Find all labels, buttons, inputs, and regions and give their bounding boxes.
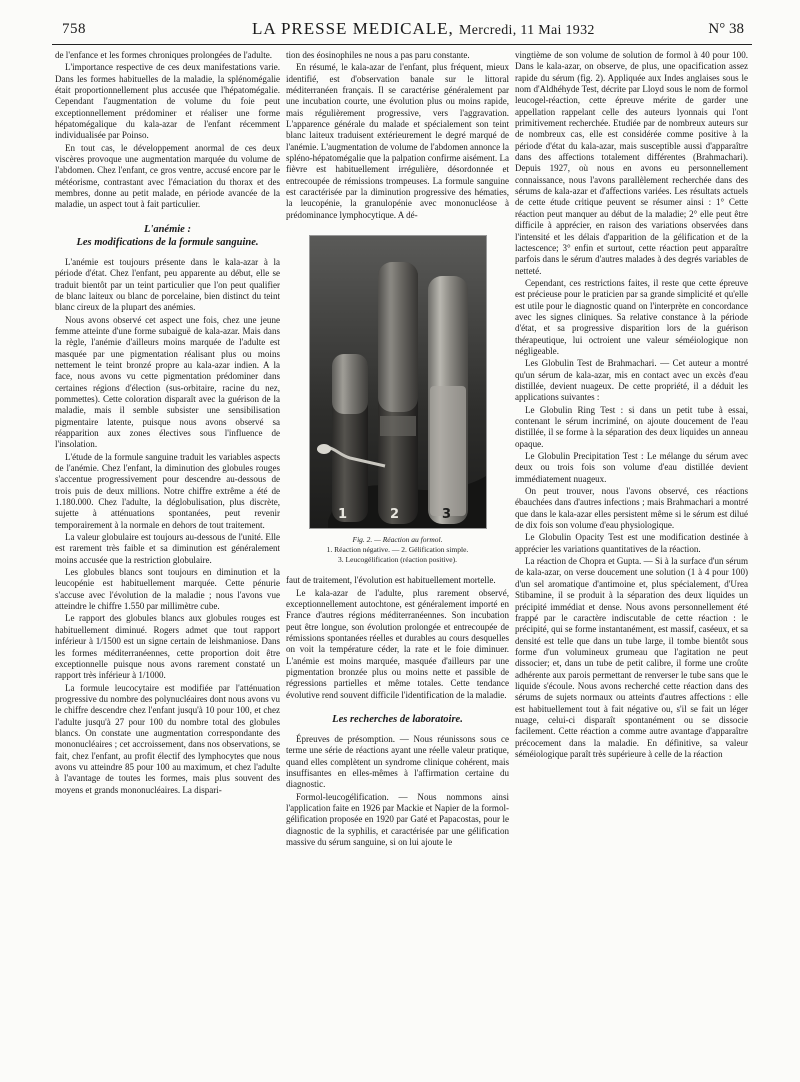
tube-label-2: 2 bbox=[389, 507, 399, 523]
paragraph: L'importance respective de ces deux manifestations varie. Dans les formes habituelles de la maladie, la splénomégalie était proportionnellement plus accusée que l'hépatomégalie. Cependant l'augmentation de volume du foie peut exceptionnellement prédominer et réaliser une forme hépatomégalique du kala-azar de l'enfant récemment individualisée par Poinso. bbox=[55, 62, 280, 141]
issue-number: N° 38 bbox=[708, 21, 744, 37]
paragraph: L'étude de la formule sanguine traduit les variables aspects de l'anémie. Chez l'enfant, la diminution des globules rouges s'accentue progressivement pour descendre au-dessous de trois puis de deux millions. Notre chiffre extrême a été de 1.180.000. Chez l'adulte, la déglobulisation, plus discrète, sujette à atténuations spontanées, peut revenir temporairement à la normale en dehors de tout traitement. bbox=[55, 451, 280, 530]
paragraph: Épreuves de présomption. — Nous réunissons sous ce terme une série de réactions ayant une réelle valeur pratique, quand elles complètent un syndrome clinique cohérent, mais insuffisantes en elles-mêmes à l'affirmation certaine du diagnostic. bbox=[286, 733, 509, 790]
paragraph: En résumé, le kala-azar de l'enfant, plus fréquent, mieux identifié, est d'observation banale sur le littoral méditerranéen français. Il se caractérise généralement par une incubation courte, une évolution plus ou moins rapide, mais régulièrement progressive, vers l'aggravation. L'apparence générale du malade et spécialement son teint blanc laiteux traduisent extérieurement le degré marqué de l'anémie. L'augmentation de volume de l'abdomen annonce la spléno-hépatomégalie que la palpation confirme aisément. La fièvre est habituellement irrégulière, désordonnée et entrecoupée de rémissions trompeuses. La formule sanguine est caractérisée par la diminution progressive des hématies, la leucopénie, la granulopénie avec mononucléose à prédominance lymphocytique. A dé- bbox=[286, 62, 509, 220]
section-heading-laboratoire: Les recherches de laboratoire. bbox=[332, 713, 463, 725]
figure-photo-test-tubes bbox=[309, 235, 487, 529]
tube-label-3: 3 bbox=[441, 507, 451, 523]
paragraph: Le Globulin Opacity Test est une modification destinée à apprécier les variations quantitatives de la réaction. bbox=[515, 532, 748, 554]
issue-date: Mercredi, 11 Mai 1932 bbox=[459, 23, 595, 38]
paragraph: Nous avons observé cet aspect une fois, chez une jeune femme atteinte d'une forme subaiguë de kala-azar. Mais dans la règle, l'anémie d'ailleurs moins marquée de l'adulte est masquée par une pigmentation réalisant plus ou moins nettement le teint bronzé propre au kala-azar indien. A la face, nous avons vu cette pigmentation prédominer dans certaines régions d'élection (sus-orbitaire, racine du nez, pommettes). Cette coloration disparaît avec la guérison de la maladie, mais il semble subsister une sensibilisation pigmentaire latente, puisque nous avons observé sa réapparition aux zones électives sous l'influence de l'insolation. bbox=[55, 314, 280, 450]
paragraph: faut de traitement, l'évolution est habituellement mortelle. bbox=[286, 575, 496, 586]
figure-title: Fig. 2. — Réaction au formol. bbox=[352, 535, 443, 545]
section-title-line-2: Les modifications de la formule sanguine. bbox=[76, 236, 259, 248]
paragraph: La formule leucocytaire est modifiée par l'atténuation progressive du nombre des polynucléaires dont nous avons vu le chiffre descendre chez l'enfant jusqu'à 10 pour 100, et chez l'adulte jusqu'à 27 pour 100 du nombre total des globules blancs. On constate une augmentation correspondante des mononucléaires ; cet accroissement, dans nos observations, se fait, chez l'enfant, au profit électif des lymphocytes que nous avons vu atteindre 85 pour 100 au maximum, et chez l'adulte à l'avantage de toutes les formes, mais plus souvent des moyens et grands mononucléaires. La dispari- bbox=[55, 682, 280, 795]
page-header bbox=[52, 18, 752, 45]
paragraph: Les globules blancs sont toujours en diminution et la leucopénie est habituellement marquée. Cette pénurie s'accuse avec l'évolution de la maladie ; nous l'avons vue atteindre le chiffre 1.550 par millimètre cube. bbox=[55, 567, 280, 612]
paragraph: Le Globulin Ring Test : si dans un petit tube à essai, contenant le sérum incriminé, on ajoute doucement de l'eau distillée, il se forme à la séparation des deux liquides un anneau opaque. bbox=[515, 404, 748, 449]
test-tube-2 bbox=[378, 262, 418, 524]
paragraph: L'anémie est toujours présente dans le kala-azar à la période d'état. Chez l'enfant, peu apparente au début, elle se traduit bientôt par un teint particulier que l'on peut qualifier de blanc laiteux ou blanc de porcelaine, bien distinct du teint blanc cireux de la plupart des anémies. bbox=[55, 256, 280, 313]
paragraph: En tout cas, le développement anormal de ces deux viscères provoque une augmentation marquée du volume de l'abdomen. Chez l'enfant, ce gros ventre, accusé encore par le météorisme, contrastant avec l'émaciation du thorax et des membres, donne au petit malade, en période avancée de la maladie, un aspect tout à fait particulier. bbox=[55, 142, 280, 210]
paragraph: Le rapport des globules blancs aux globules rouges est habituellement diminué. Rogers admet que tout rapport inférieur à 1/1500 est un signe certain de leishmaniose. Dans les formes méditerranéennes, cette proportion doit être exceptionnelle puisque nous avons rarement constaté un rapport très inférieur à 1/1000. bbox=[55, 613, 280, 681]
section-title-line-1: L'anémie : bbox=[144, 223, 191, 235]
metal-clamp-knob bbox=[317, 444, 331, 454]
test-tube-3 bbox=[428, 276, 468, 524]
figure-caption bbox=[286, 535, 509, 565]
column-2 bbox=[286, 50, 509, 1068]
journal-masthead bbox=[252, 19, 595, 39]
figure-2 bbox=[286, 235, 509, 565]
page-number: 758 bbox=[62, 21, 86, 37]
test-tube-1 bbox=[332, 354, 368, 522]
paragraph: Formol-leucogélification. — Nous nommons ainsi l'application faite en 1926 par Mackie et Napier de la formol-gélification proposée en 1920 par Gaté et Papacostas, pour le diagnostic de la syphilis, et caractérisée par une gélification massive du sérum sanguine, si on lui ajoute le bbox=[286, 791, 509, 848]
paragraph: On peut trouver, nous l'avons observé, ces réactions ébauchées dans d'autres infections ; mais Brahmachari a montré que dans le kala-azar elles persistent même si le sérum est dilué de dix fois son volume d'eau physiologique. bbox=[515, 486, 748, 531]
paragraph: tion des éosinophiles ne nous a pas paru constante. bbox=[286, 50, 470, 60]
figure-legend-line-1: 1. Réaction négative. — 2. Gélification simple. bbox=[326, 545, 469, 555]
column-3 bbox=[515, 50, 748, 1068]
section-heading-anemie bbox=[55, 223, 280, 249]
paragraph: de l'enfance et les formes chroniques prolongées de l'adulte. bbox=[55, 50, 273, 60]
paragraph: La valeur globulaire est toujours au-dessous de l'unité. Elle est rarement très faible et sa diminution est généralement moins accusée que la restriction globulaire. bbox=[55, 532, 280, 565]
tube-label-1: 1 bbox=[337, 507, 347, 523]
figure-legend-line-2: 3. Leucogélification (réaction positive). bbox=[338, 555, 457, 565]
paragraph: Le kala-azar de l'adulte, plus rarement observé, exceptionnellement autochtone, est généralement importé en France d'autres régions méditerranéennes. Son incubation peut être longue, son évolution prolongée et entrecoupée de rémissions spontanées réelles et durables au cours desquelles on voit la température céder, la rate et le foie diminuer. L'anémie est moins marquée, masquée d'ailleurs par une pigmentation bronzée plus ou moins nette et passible de régressions partielles et même totales. Cette tendance évolutive rend souvent difficile l'identification de la maladie. bbox=[286, 587, 509, 700]
paragraph: Cependant, ces restrictions faites, il reste que cette épreuve est précieuse pour le praticien par sa grande simplicité et qu'elle est utile pour le diagnostic quand on l'interprète en concordance avec les signes cliniques. Sa relative constance à la période d'état, et sa progressive disparition lors de la guérison thérapeutique, lui octroient une valeur séméiologique non négligeable. bbox=[515, 277, 748, 356]
journal-title: LA PRESSE MEDICALE, bbox=[252, 19, 454, 38]
paragraph: Le Globulin Precipitation Test : Le mélange du sérum avec deux ou trois fois son volume d'eau distillée devient immédiatement nuageux. bbox=[515, 451, 748, 484]
paragraph: Les Globulin Test de Brahmachari. — Cet auteur a montré qu'un sérum de kala-azar, mis en contact avec un excès d'eau distillée, devient nuageux. De cette propriété, il a déduit les applications suivantes : bbox=[515, 358, 748, 403]
paragraph: vingtième de son volume de solution de formol à 40 pour 100. Dans le kala-azar, on observe, de plus, une opacification assez rapide du sérum (fig. 2). Appliquée aux Indes anglaises sous le nom d'Aldhéhyde Test, décrite par Lloyd sous le nom de formol leucogel-réaction, cette épreuve mérite de garder une appellation rappelant celle des auteurs lyonnais qui l'ont primitivement recherchée. Etudiée par de nombreux auteurs sur de nombreux cas, elle est considérée comme positive à la période d'état du kala-azar, mais susceptible aussi d'apparaître dans des affections totalement différentes (Brahmachari). Depuis 1927, où nous en avons eu personnellement connaissance, nous l'avons parallèlement recherchée dans des sérums de kala-azar et d'affections variées. Les résultats actuels de cette étude critique peuvent se résumer ainsi : 1° Cette réaction peut manquer au début de la maladie; 2° elle peut être difficile à apprécier, en raison des variations observées dans l'intensité et les délais d'apparition de la gélification et de la lactescence; 3° enfin et surtout, cette réaction peut apparaître parfois dans le sérum d'autres malades à des degrés variables de netteté. bbox=[515, 50, 748, 276]
paragraph: La réaction de Chopra et Gupta. — Si à la surface d'un sérum de kala-azar, on verse doucement une solution (1 à 4 pour 100) d'un sel aromatique d'antimoine et, plus spécialement, d'Urea Stibamine, il se produit à la séparation des deux liquides un précipité immédiat et dense. Nous avons personnellement été frappé par le caractère indiscutable de cette réaction : le précipité, qui se forme instantanément, est massif, caséeux, et sa densité est telle que dans un tube large, il tombe bientôt sous forme d'un volumineux grumeau que l'agitation ne peut dissocier; et, dans un tube de petit calibre, il forme une croûte adhérente aux parois permettant de renverser le tube sans que le liquide s'écoule. Nous avons recherché cette réaction dans des sérums de sujets normaux ou atteints d'autres affections : elle est habituellement tout à fait négative ou, s'il se fait un léger nuage, celui-ci disparaît spontanément ou se dissocie facilement. Cette réaction a comme autre avantage d'apparaître précocement dans la maladie. En définitive, sa valeur séméiologique paraît très supérieure à celle de la réaction bbox=[515, 556, 748, 759]
column-1 bbox=[55, 50, 280, 1068]
